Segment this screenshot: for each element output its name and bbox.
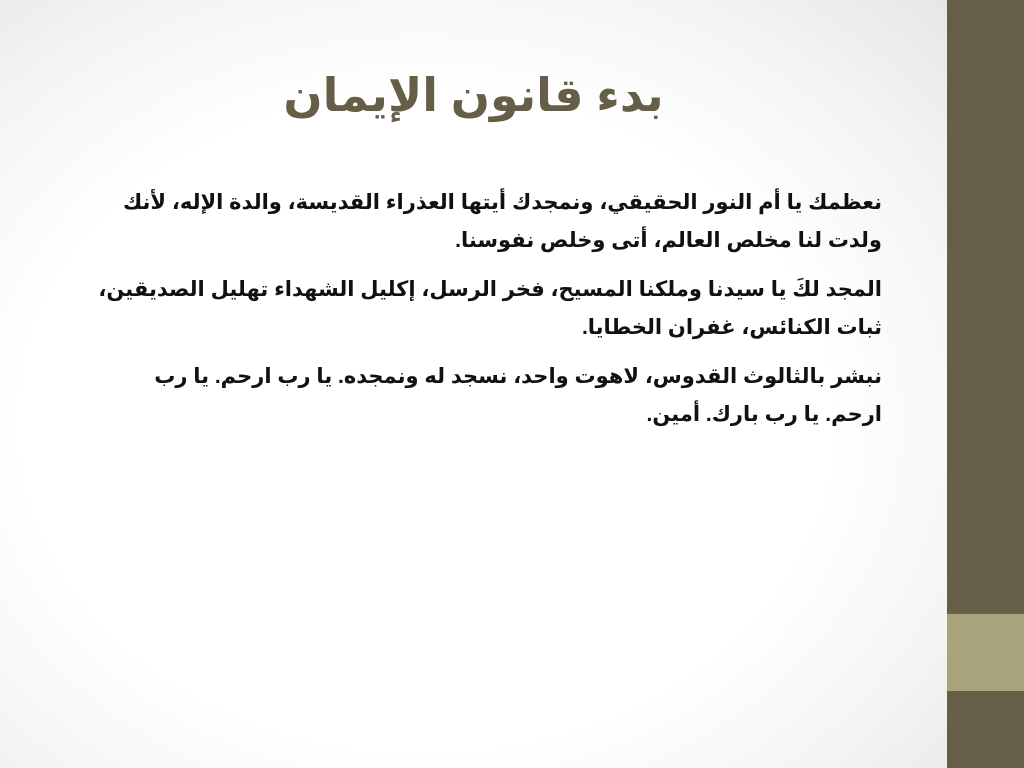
slide-body bbox=[98, 184, 882, 445]
decorative-side-accent-block bbox=[947, 614, 1024, 691]
paragraph-1: نعظمك يا أم النور الحقيقي، ونمجدك أيتها العذراء القديسة، والدة الإله، لأنك ولدت لنا مخلص العالم، أتى وخلص نفوسنا. bbox=[122, 191, 882, 252]
paragraph-3: نبشر بالثالوث القدوس، لاهوت واحد، نسجد له ونمجده. يا رب ارحم. يا رب ارحم. يا رب بارك. أمين. bbox=[154, 365, 882, 426]
slide-title: بدء قانون الإيمان bbox=[283, 69, 664, 121]
paragraph-2: المجد لكَ يا سيدنا وملكنا المسيح، فخر الرسل، إكليل الشهداء تهليل الصديقين، ثبات الكنائس، غفران الخطايا. bbox=[98, 278, 882, 339]
